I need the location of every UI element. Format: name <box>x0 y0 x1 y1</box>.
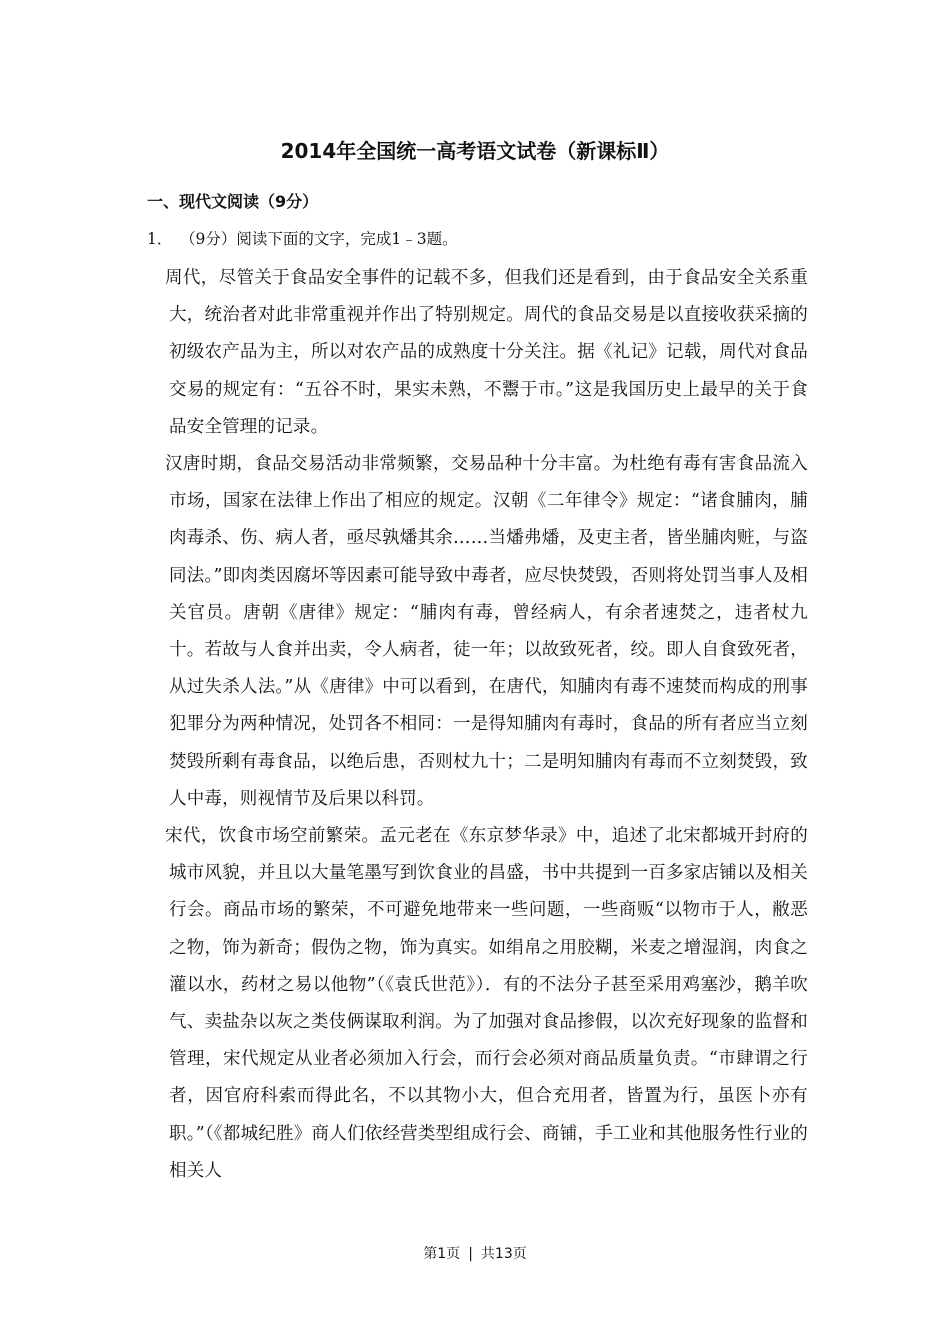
reading-passage <box>148 260 808 1190</box>
question-number: 1． <box>147 230 173 248</box>
page-total: 共13页 <box>480 1246 527 1262</box>
page-footer <box>0 1244 950 1264</box>
document-title: 2014年全国统一高考语文试卷（新课标Ⅱ） <box>280 139 670 163</box>
passage-paragraph-1: 周代，尽管关于食品安全事件的记载不多，但我们还是看到，由于食品安全关系重大，统治者对此非常重视并作出了特别规定。周代的食品交易是以直接收获采摘的初级农产品为主，所以对农产品的成熟度十分关注。据《礼记》记载，周代对食品交易的规定有：“五谷不时，果实未熟，不鬻于市。”这是我国历史上最早的关于食品安全管理的记录。 <box>165 268 808 437</box>
passage-paragraph-3: 宋代，饮食市场空前繁荣。孟元老在《东京梦华录》中，追述了北宋都城开封府的城市风貌，并且以大量笔墨写到饮食业的昌盛，书中共提到一百多家店铺以及相关行会。商品市场的繁荣，不可避免地带来一些问题，一些商贩“以物市于人，敝恶之物，饰为新奇；假伪之物，饰为真实。如绢帛之用胶糊，米麦之增湿润，肉食之灌以水，药材之易以他物”（《袁氏世范》）．有的不法分子甚至采用鸡塞沙，鹅羊吹气、卖盐杂以灰之类伎俩谋取利润。为了加强对食品掺假，以次充好现象的监督和管理，宋代规定从业者必须加入行会，而行会必须对商品质量负责。“市肆谓之行者，因官府科索而得此名，不以其物小大，但合充用者，皆置为行，虽医卜亦有职。”（《都城纪胜》商人们依经营类型组成行会、商铺，手工业和其他服务性行业的相关人 <box>165 826 808 1181</box>
page-number: 第1页 <box>423 1246 461 1262</box>
question-text: （9分）阅读下面的文字，完成1﹣3题。 <box>180 230 458 248</box>
section-heading: 一、现代文阅读（9分） <box>147 192 319 211</box>
question-prompt <box>147 224 458 254</box>
footer-separator: | <box>468 1246 473 1262</box>
passage-paragraph-2: 汉唐时期，食品交易活动非常频繁，交易品种十分丰富。为杜绝有毒有害食品流入市场，国家在法律上作出了相应的规定。汉朝《二年律令》规定：“诸食脯肉，脯肉毒杀、伤、病人者，亟尽孰燔其余……当燔弗燔，及吏主者，皆坐脯肉赃，与盗同法。”即肉类因腐坏等因素可能导致中毒者，应尽快焚毁，否则将处罚当事人及相关官员。唐朝《唐律》规定：“脯肉有毒，曾经病人，有余者速焚之，违者杖九十。若故与人食并出卖，令人病者，徒一年；以故致死者，绞。即人自食致死者，从过失杀人法。”从《唐律》中可以看到，在唐代，知脯肉有毒不速焚而构成的刑事犯罪分为两种情况，处罚各不相同：一是得知脯肉有毒时，食品的所有者应当立刻焚毁所剩有毒食品，以绝后患，否则杖九十；二是明知脯肉有毒而不立刻焚毁，致人中毒，则视情节及后果以科罚。 <box>165 454 808 809</box>
